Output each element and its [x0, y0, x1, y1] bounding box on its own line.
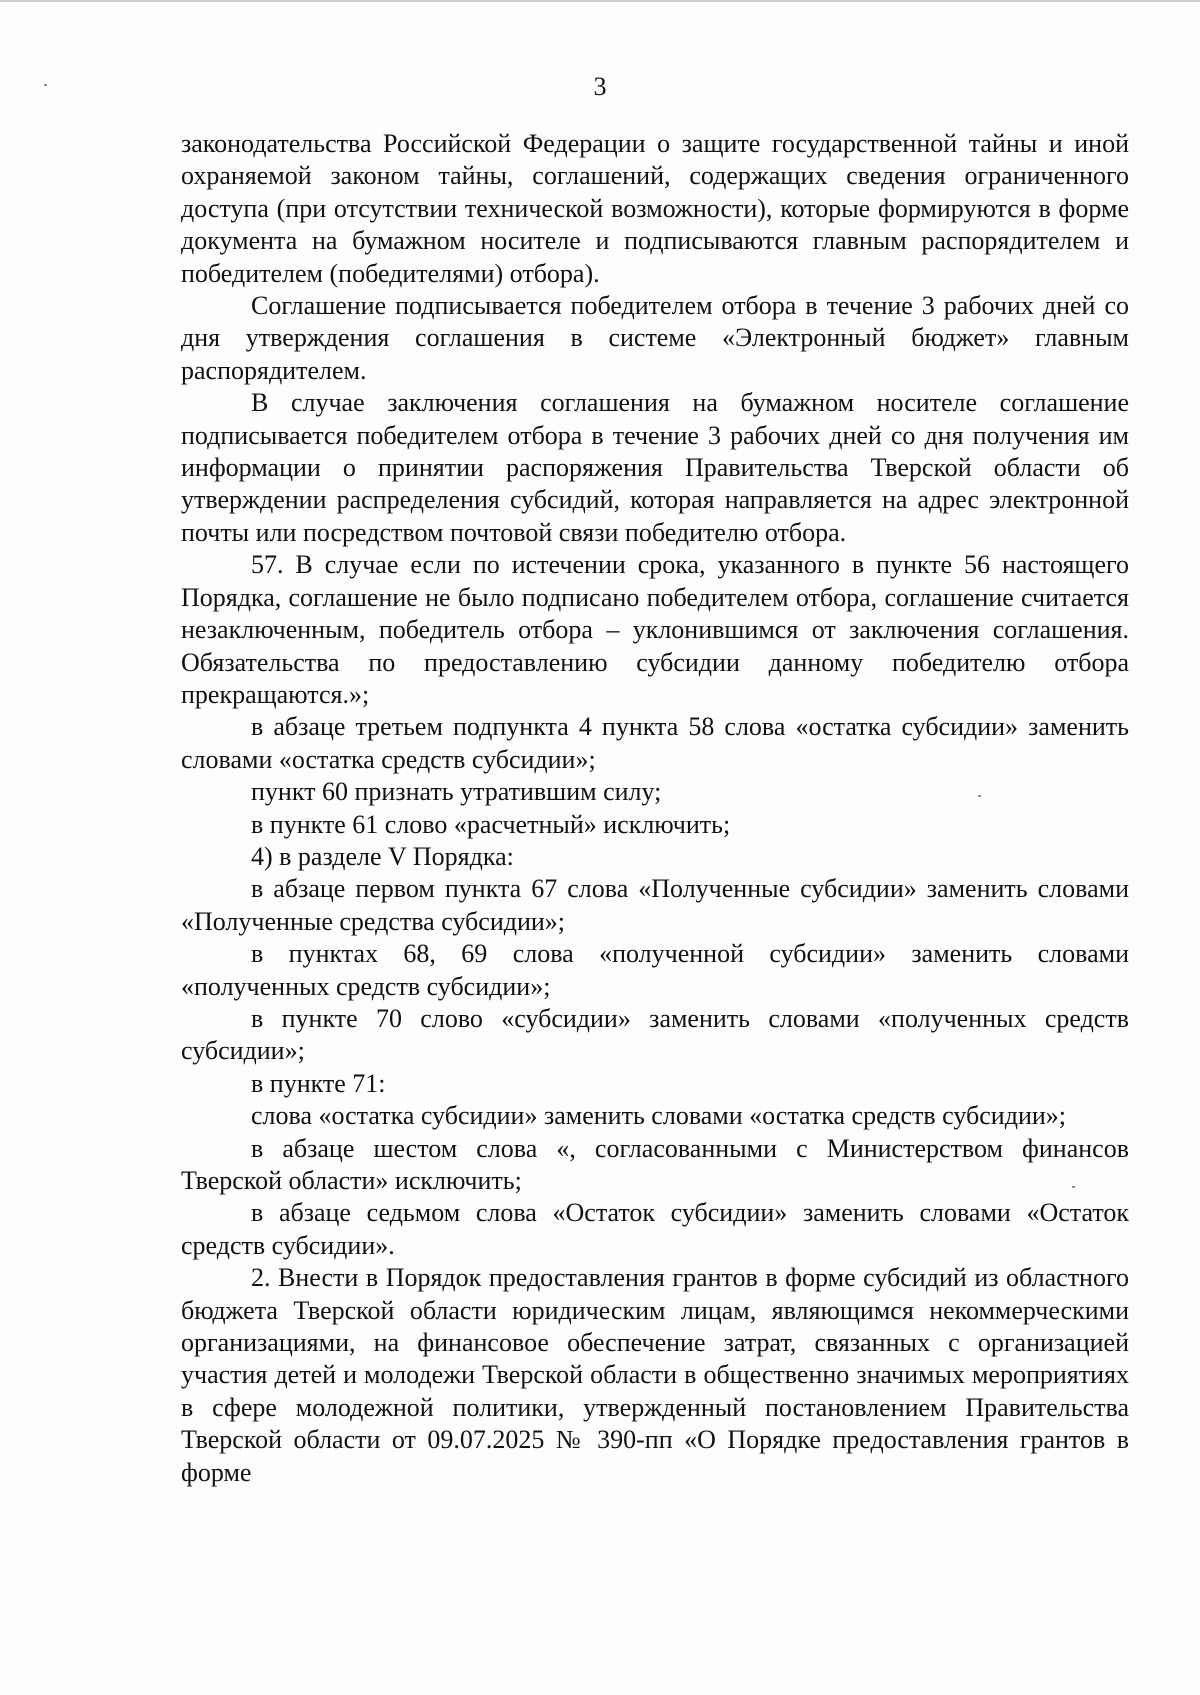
paragraph: в пунктах 68, 69 слова «полученной субсидии» заменить словами «полученных средств субсидии»; [181, 939, 1129, 1001]
scan-speck [978, 795, 981, 797]
paragraph: в абзаце шестом слова «, согласованными с Министерством финансов Тверской области» исключить; [181, 1133, 1129, 1195]
scan-speck [44, 84, 47, 86]
paragraph: Соглашение подписывается победителем отбора в течение 3 рабочих дней со дня утверждения соглашения в системе «Электронный бюджет» главным распорядителем. [181, 291, 1129, 385]
paragraph: в пункте 70 слово «субсидии» заменить словами «полученных средств субсидии»; [181, 1003, 1129, 1066]
paragraph: законодательства Российской Федерации о защите государственной тайны и иной охраняемой законом тайны, соглашений, содержащих сведения ограниченного доступа (при отсутствии технической возможности), которые формируются в форме документа на бумажном носителе и подписываются главным распорядителем и победителем (победителями) отбора). [181, 129, 1129, 288]
paragraph: в абзаце первом пункта 67 слова «Полученные субсидии» заменить словами «Полученные средства субсидии»; [181, 874, 1129, 936]
paragraph: в пункте 61 слово «расчетный» исключить; [251, 809, 731, 839]
paragraph: В случае заключения соглашения на бумажном носителе соглашение подписывается победителем отбора в течение 3 рабочих дней со дня получения им информации о принятии распоряжения Правительства Тверской области об утверждении распределения субсидий, которая направляется на адрес электронной почты или посредством почтовой связи победителю отбора. [181, 388, 1129, 547]
paragraph: 4) в разделе V Порядка: [251, 841, 514, 871]
page-number: 3 [593, 72, 607, 101]
paragraph: в пункте 71: [251, 1068, 386, 1098]
paragraph: пункт 60 признать утратившим силу; [251, 777, 662, 807]
scan-speck [1072, 1186, 1075, 1188]
paragraph: в абзаце седьмом слова «Остаток субсидии» заменить словами «Остаток средств субсидии». [181, 1198, 1129, 1260]
paragraph: 57. В случае если по истечении срока, указанного в пункте 56 настоящего Порядка, соглашение не было подписано победителем отбора, соглашение считается незаключенным, победитель отбора – уклонившимся от заключения соглашения. Обязательства по предоставлению субсидии данному победителю отбора прекращаются.»; [181, 550, 1129, 709]
paragraph: 2. Внести в Порядок предоставления грантов в форме субсидий из областного бюджета Тверской области юридическим лицам, являющимся некоммерческими организациями, на финансовое обеспечение затрат, связанных с организацией участия детей и молодежи Тверской области в общественно значимых мероприятиях в сфере молодежной политики, утвержденный постановлением Правительства Тверской области от 09.07.2025 № 390-пп «О Порядке предоставления грантов в форме [181, 1263, 1129, 1487]
document-body [181, 128, 1129, 1489]
scan-edge-line [0, 0, 1200, 2]
paragraph: слова «остатка субсидии» заменить словами «остатка средств субсидии»; [251, 1101, 1067, 1131]
paragraph: в абзаце третьем подпункта 4 пункта 58 слова «остатка субсидии» заменить словами «остатка средств субсидии»; [181, 712, 1129, 774]
